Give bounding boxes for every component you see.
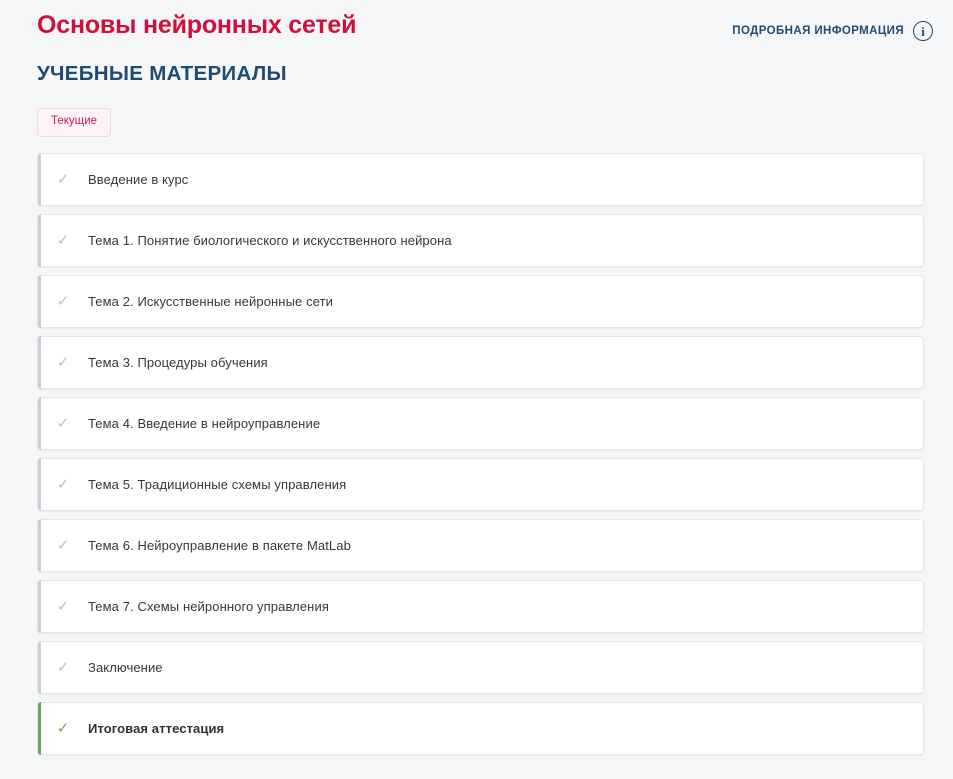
section-heading-learning-materials: УЧЕБНЫЕ МАТЕРИАЛЫ	[37, 62, 287, 85]
lesson-title: Тема 5. Традиционные схемы управления	[88, 476, 347, 492]
tab-current[interactable]: Текущие	[37, 108, 111, 137]
lesson-row[interactable]	[37, 214, 924, 267]
page-title: Основы нейронных сетей	[37, 11, 357, 39]
check-icon: ✓	[56, 536, 70, 554]
lesson-title: Тема 2. Искусственные нейронные сети	[88, 293, 333, 309]
lesson-title: Тема 1. Понятие биологического и искусственного нейрона	[88, 232, 452, 248]
detailed-info-link[interactable]	[732, 21, 933, 41]
detailed-info-label: ПОДРОБНАЯ ИНФОРМАЦИЯ	[732, 25, 904, 37]
lesson-title: Тема 6. Нейроуправление в пакете MatLab	[88, 537, 351, 553]
lesson-row[interactable]	[37, 519, 924, 572]
lesson-row[interactable]	[37, 336, 924, 389]
filter-tabs	[37, 108, 953, 137]
check-icon: ✓	[56, 658, 70, 676]
lesson-list	[0, 153, 953, 755]
lesson-title: Введение в курс	[88, 171, 189, 187]
lesson-title: Тема 3. Процедуры обучения	[88, 354, 268, 370]
lesson-title: Заключение	[88, 659, 163, 675]
check-icon: ✓	[56, 231, 70, 249]
check-icon: ✓	[56, 597, 70, 615]
page-header	[0, 0, 953, 41]
check-icon: ✓	[56, 475, 70, 493]
lesson-row[interactable]	[37, 275, 924, 328]
check-icon: ✓	[56, 353, 70, 371]
check-icon: ✓	[56, 292, 70, 310]
lesson-title: Итоговая аттестация	[88, 720, 225, 736]
lesson-row[interactable]	[37, 458, 924, 511]
lesson-row[interactable]	[37, 153, 924, 206]
info-circle-icon[interactable]: i	[913, 21, 933, 41]
lesson-title: Тема 4. Введение в нейроуправление	[88, 415, 321, 431]
check-icon: ✓	[56, 414, 70, 432]
lesson-row[interactable]	[37, 641, 924, 694]
lesson-row[interactable]	[37, 580, 924, 633]
lesson-row[interactable]	[37, 702, 924, 755]
lesson-row[interactable]	[37, 397, 924, 450]
check-icon: ✓	[56, 170, 70, 188]
check-icon: ✓	[56, 719, 70, 737]
lesson-title: Тема 7. Схемы нейронного управления	[88, 598, 329, 614]
